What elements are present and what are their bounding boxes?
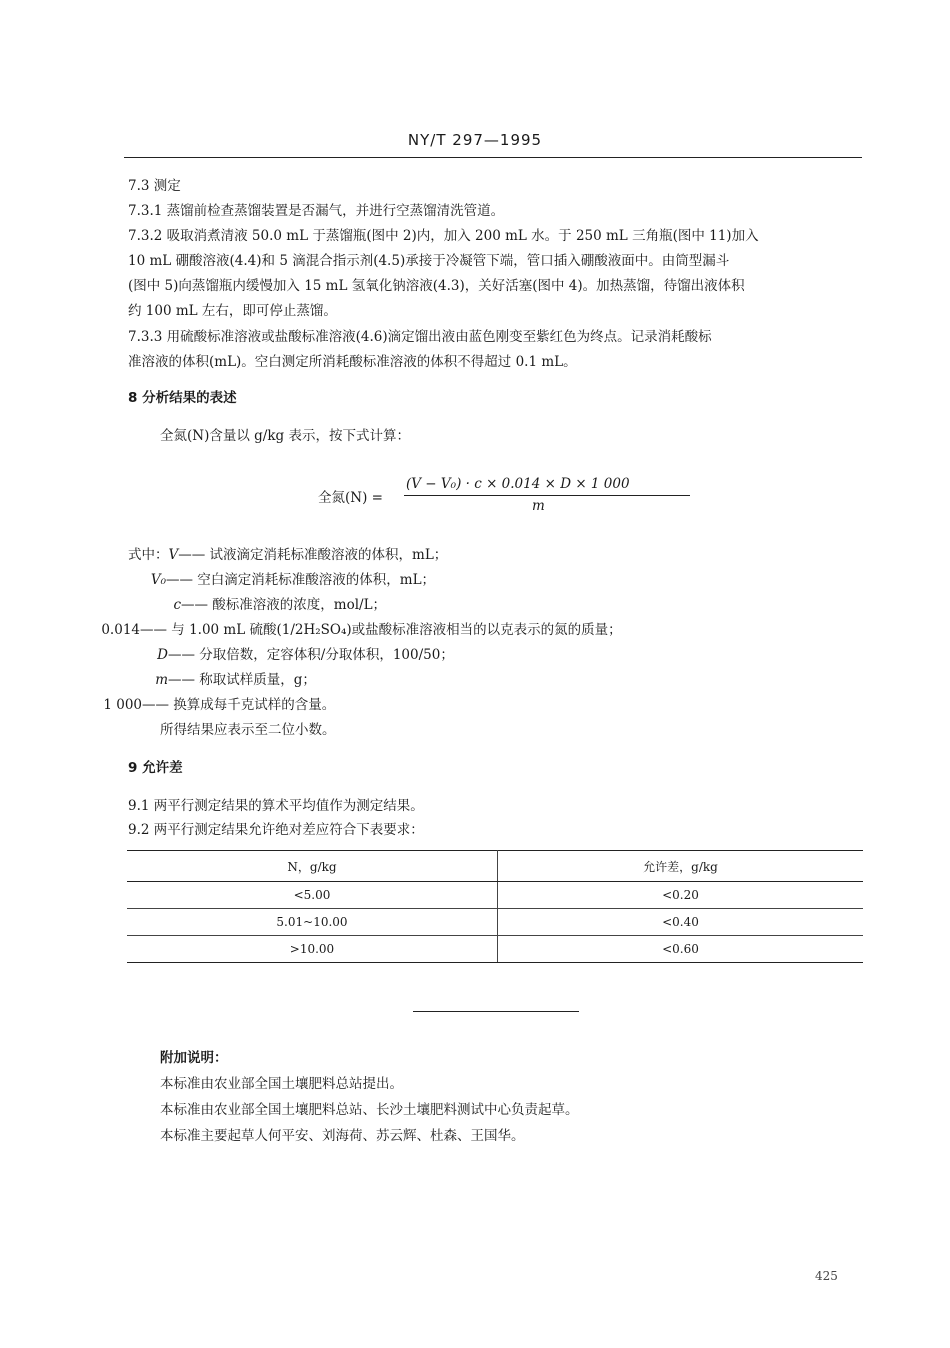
appendix-line: 本标准主要起草人何平安、刘海荷、苏云辉、杜森、王国华。 [160,1128,525,1144]
header-divider [124,157,862,158]
formula-denominator: m [532,498,545,514]
table-row [127,936,863,963]
def-text: —— 分取倍数，定容体积/分取体积，100/50； [168,647,454,663]
def-key: 1 000 [103,697,142,713]
fraction-bar [404,495,690,496]
clause-9-2: 9.2 两平行测定结果允许绝对差应符合下表要求： [128,822,424,838]
table-cell: >10.00 [127,936,498,963]
standard-code-header: NY/T 297—1995 [407,131,543,149]
def-text: —— 空白滴定消耗标准酸溶液的体积，mL； [166,572,436,588]
def-text: —— 换算成每千克试样的含量。 [142,697,336,713]
precision-note: 所得结果应表示至二位小数。 [160,722,336,738]
formula-numerator: (V − V₀) · c × 0.014 × D × 1 000 [406,476,630,492]
def-key: D [157,647,168,663]
def-key: V₀ [150,572,166,588]
table-row [127,909,863,936]
page-number: 425 [815,1269,838,1283]
end-of-text-rule [413,1011,579,1012]
def-text: —— 试液滴定消耗标准酸溶液的体积，mL； [178,547,448,563]
table-header-row [127,851,863,882]
clause-7-3-2-line-4: 约 100 mL 左右，即可停止蒸馏。 [128,303,337,319]
table-cell: <0.60 [498,936,864,963]
formula-intro: 全氮(N)含量以 g/kg 表示，按下式计算： [160,428,410,444]
appendix-line: 本标准由农业部全国土壤肥料总站、长沙土壤肥料测试中心负责起草。 [160,1102,579,1118]
clause-9-1: 9.1 两平行测定结果的算术平均值作为测定结果。 [128,798,424,814]
def-row-c [73,595,386,615]
table-cell: 5.01~10.00 [127,909,498,936]
def-text: —— 称取试样质量，g； [168,672,316,688]
def-row-d [60,645,454,665]
def-row-v [128,545,447,565]
appendix-line: 本标准由农业部全国土壤肥料总站提出。 [160,1076,403,1092]
clause-7-3-2-line-2: 10 mL 硼酸溶液(4.4)和 5 滴混合指示剂(4.5)承接于冷凝管下端，管口插入硼酸液面中。由筒型漏斗 [128,253,730,269]
col-header-tolerance: 允许差，g/kg [498,851,864,882]
def-row-v0 [58,570,435,590]
clause-7-3-3-line-2: 准溶液的体积(mL)。空白测定所消耗酸标准溶液的体积不得超过 0.1 mL。 [128,354,577,370]
def-text: —— 酸标准溶液的浓度，mol/L； [181,597,387,613]
clause-7-3-2-line-1: 7.3.2 吸取消煮清液 50.0 mL 于蒸馏瓶(图中 2)内，加入 200 mL 水。于 250 mL 三角瓶(图中 11)加入 [128,228,759,244]
table-cell: <0.40 [498,909,864,936]
clause-7-3-2-line-3: (图中 5)向蒸馏瓶内缓慢加入 15 mL 氢氧化钠溶液(4.3)，关好活塞(图中 4)。加热蒸馏，待馏出液体积 [128,278,745,294]
def-text: —— 与 1.00 mL 硫酸(1/2H₂SO₄)或盐酸标准溶液相当的以克表示的氮的质量； [140,622,622,638]
clause-7-3-1: 7.3.1 蒸馏前检查蒸馏装置是否漏气，并进行空蒸馏清洗管道。 [128,203,505,219]
formula-lhs: 全氮(N) = [318,490,383,506]
def-key: 0.014 [101,622,140,638]
def-key: c [173,597,181,613]
def-row-m [60,670,316,690]
tolerance-table [127,850,863,963]
def-row-0-014 [32,620,622,640]
appendix-title: 附加说明： [160,1050,228,1066]
def-row-1000 [34,695,335,715]
col-header-nitrogen: N，g/kg [127,851,498,882]
table-cell: <0.20 [498,882,864,909]
section-9-heading: 9 允许差 [128,760,183,776]
clause-7-3-3-line-1: 7.3.3 用硫酸标准溶液或盐酸标准溶液(4.6)滴定馏出液由蓝色刚变至紫红色为终点。记录消耗酸标 [128,329,712,345]
section-7-3-heading: 7.3 测定 [128,178,181,194]
def-prefix: 式中： [128,547,169,563]
def-key: V [168,547,179,563]
table-row [127,882,863,909]
table-cell: <5.00 [127,882,498,909]
section-8-heading: 8 分析结果的表述 [128,390,237,406]
def-key: m [155,672,168,688]
